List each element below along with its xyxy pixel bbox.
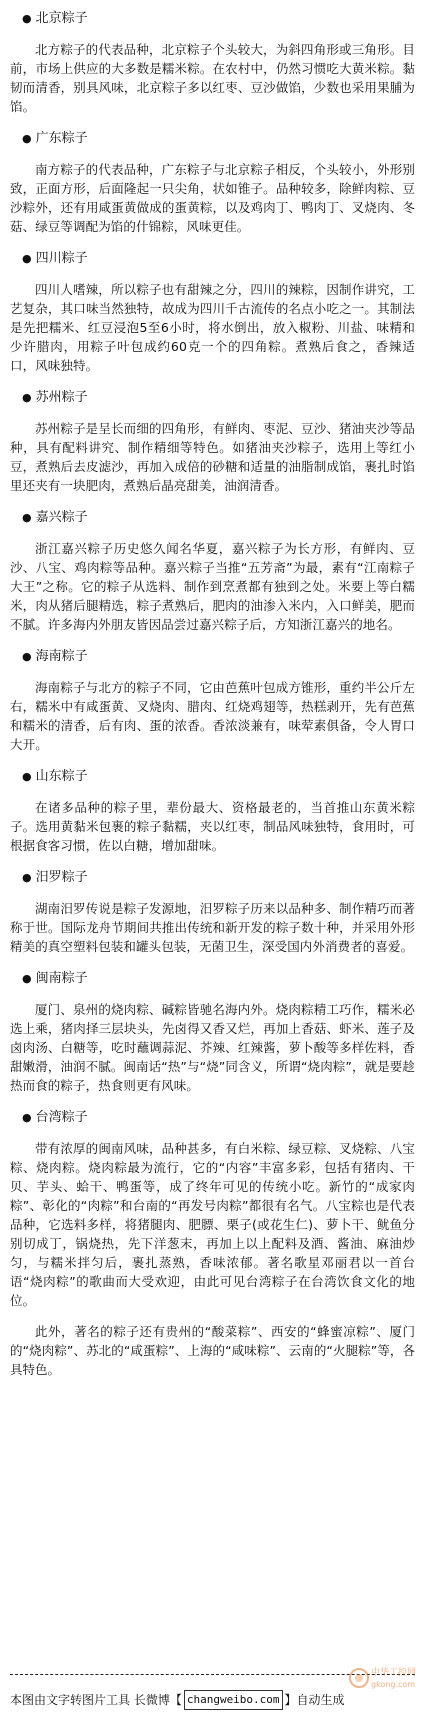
section-heading: [22, 867, 415, 889]
bullet-icon: ●: [22, 252, 32, 265]
section-text: 南方粽子的代表品种，广东粽子与北京粽子相反，个头较小，外形别致，正面方形，后面隆起一只尖角，状如锥子。品种较多，除鲜肉粽、豆沙粽外，还有用咸蛋黄做成的蛋黄粽，以及鸡肉丁、鸭肉丁、叉烧肉、冬菇、绿豆等调配为馅的什锦粽，风味更佳。: [10, 162, 415, 234]
section-text: 四川人嗜辣，所以粽子也有甜辣之分，四川的辣粽，因制作讲究，工艺复杂，其口味当然独特，故成为四川千古流传的名点小吃之一。其制法是先把糯米、红豆浸泡5至6小时，将水倒出，放入椒粉、川盐、味精和少许腊肉，用粽子叶包成约60克一个的四角粽。煮熟后食之，香辣适口，风味独特。: [10, 282, 415, 373]
section-title: 苏州粽子: [35, 390, 88, 405]
section-heading: [22, 507, 415, 529]
section-text: 北方粽子的代表品种，北京粽子个头较大，为斜四角形或三角形。目前，市场上供应的大多数是糯米粽。在农村中，仍然习惯吃大黄米粽。黏韧而清香，别具风味，北京粽子多以红枣、豆沙做馅，少数也采用果脯为馅。: [10, 42, 415, 114]
section-guangdong: [10, 128, 415, 236]
bullet-icon: ●: [22, 132, 32, 145]
section-jiaxing: [10, 507, 415, 634]
section-title: 山东粽子: [35, 769, 88, 784]
section-text: 带有浓厚的闽南风味，品种甚多，有白米粽、绿豆粽、叉烧粽、八宝粽、烧肉粽。烧肉粽最为流行，它的“内容”丰富多彩，包括有猪肉、干贝、芋头、蛤干、鸭蛋等，成了终年可见的传统小吃。新竹的“成家肉粽”、彰化的“肉粽”和台南的“再发号肉粽”都很有名气。八宝粽也是代表品种，它选料多样，将猪腿肉、肥膘、栗子(或花生仁)、萝卜干、鱿鱼分别切成丁，锅烧热，先下洋葱末，再加上以上配料及酒、酱油、麻油炒匀，与糯米拌匀后，裹扎蒸熟，香味浓郁。著名歌星邓丽君以一首台语“烧肉粽”的歌曲而大受欢迎，由此可见台湾粽子在台湾饮食文化的地位。: [10, 1141, 415, 1308]
section-heading: [22, 766, 415, 788]
section-hainan: [10, 646, 415, 754]
section-minnan: [10, 968, 415, 1095]
section-beijing: [10, 8, 415, 116]
bullet-icon: ●: [22, 770, 32, 783]
footer-prefix: 本图由文字转图片工具 长微博【: [10, 1693, 182, 1707]
section-heading: [22, 968, 415, 990]
section-text: 在诸多品种的粽子里，辈份最大、资格最老的，当首推山东黄米粽子。选用黄黏米包裹的粽子黏糯，夹以红枣，制品风味独特，食用时，可根据食客习惯，佐以白糖，增加甜味。: [10, 800, 415, 853]
section-title: 广东粽子: [35, 131, 88, 146]
watermark-logo-icon: [347, 1660, 417, 1696]
section-heading: [22, 248, 415, 270]
section-miluo: [10, 867, 415, 956]
section-title: 台湾粽子: [35, 1110, 88, 1125]
section-title: 海南粽子: [35, 649, 88, 664]
section-heading: [22, 387, 415, 409]
bullet-icon: ●: [22, 871, 32, 884]
section-text: 浙江嘉兴粽子历史悠久闻名华夏，嘉兴粽子为长方形，有鲜肉、豆沙、八宝、鸡肉粽等品种。嘉兴粽子当推“五芳斋”为最，素有“江南粽子大王”之称。它的粽子从选料、制作到烹煮都有独到之处。米要上等白糯米，肉从猪后腿精选，粽子煮熟后，肥肉的油渗入米内，入口鲜美，肥而不腻。许多海内外朋友皆因品尝过嘉兴粽子后，方知浙江嘉兴的地名。: [10, 541, 415, 632]
footer-site-link[interactable]: changweibo.com: [184, 1690, 283, 1710]
section-suzhou: [10, 387, 415, 495]
section-heading: [22, 1107, 415, 1129]
section-text: 苏州粽子是呈长而细的四角形，有鲜肉、枣泥、豆沙、猪油夹沙等品种，具有配料讲究、制作精细等特色。如猪油夹沙粽子，选用上等红小豆，煮熟后去皮滤沙，再加入成倍的砂糖和适量的油脂制成馅，裹扎时馅里还夹有一块肥肉，煮熟后晶亮甜美，油润清香。: [10, 421, 415, 493]
bullet-icon: ●: [22, 972, 32, 985]
section-heading: [22, 128, 415, 150]
bullet-icon: ●: [22, 511, 32, 524]
section-title: 北京粽子: [35, 11, 88, 26]
section-text: 厦门、泉州的烧肉粽、碱粽皆驰名海内外。烧肉粽精工巧作，糯米必选上乘，猪肉择三层块头，先卤得又香又烂，再加上香菇、虾米、莲子及卤肉汤、白糖等，吃时蘸调蒜泥、芥辣、红辣酱，萝卜酸等多样佐料，香甜嫩滑，油润不腻。闽南话“热”与“烧”同含义，所谓“烧肉粽”，就是要趁热而食的粽子，热食则更有风味。: [10, 1002, 415, 1093]
section-heading: [22, 646, 415, 668]
article: [10, 8, 415, 1379]
section-text: 海南粽子与北方的粽子不同，它由芭蕉叶包成方锥形，重约半公斤左右，糯米中有咸蛋黄、叉烧肉、腊肉、红烧鸡翅等，热糕剥开，先有芭蕉和糯米的清香，后有肉、蛋的浓香。香浓淡兼有，味荤素俱备，令人胃口大开。: [10, 680, 415, 752]
section-title: 嘉兴粽子: [35, 510, 88, 525]
section-title: 四川粽子: [35, 251, 88, 266]
section-taiwan: [10, 1107, 415, 1310]
watermark-line2: gkong.com: [371, 1680, 416, 1689]
section-title: 汨罗粽子: [35, 870, 88, 885]
bullet-icon: ●: [22, 650, 32, 663]
section-sichuan: [10, 248, 415, 375]
section-title: 闽南粽子: [35, 971, 88, 986]
watermark-line1: 中华工控网: [371, 1668, 417, 1678]
section-heading: [22, 8, 415, 30]
closing-paragraph: 此外，著名的粽子还有贵州的“酸菜粽”、西安的“蜂蜜凉粽”、厦门的“烧肉粽”、苏北的“咸蛋粽”、上海的“咸味粽”、云南的“火腿粽”等，各具特色。: [10, 1324, 415, 1377]
bullet-icon: ●: [22, 391, 32, 404]
bullet-icon: ●: [22, 1111, 32, 1124]
section-shandong: [10, 766, 415, 855]
footer-suffix: 】自动生成: [284, 1693, 345, 1707]
section-text: 湖南汨罗传说是粽子发源地，汨罗粽子历来以品种多、制作精巧而著称于世。国际龙舟节期间共推出传统和新开发的粽子数十种，并采用外形精美的真空塑料包装和罐头包装，无菌卫生，深受国内外消费者的喜爱。: [10, 901, 415, 954]
bullet-icon: ●: [22, 12, 32, 25]
